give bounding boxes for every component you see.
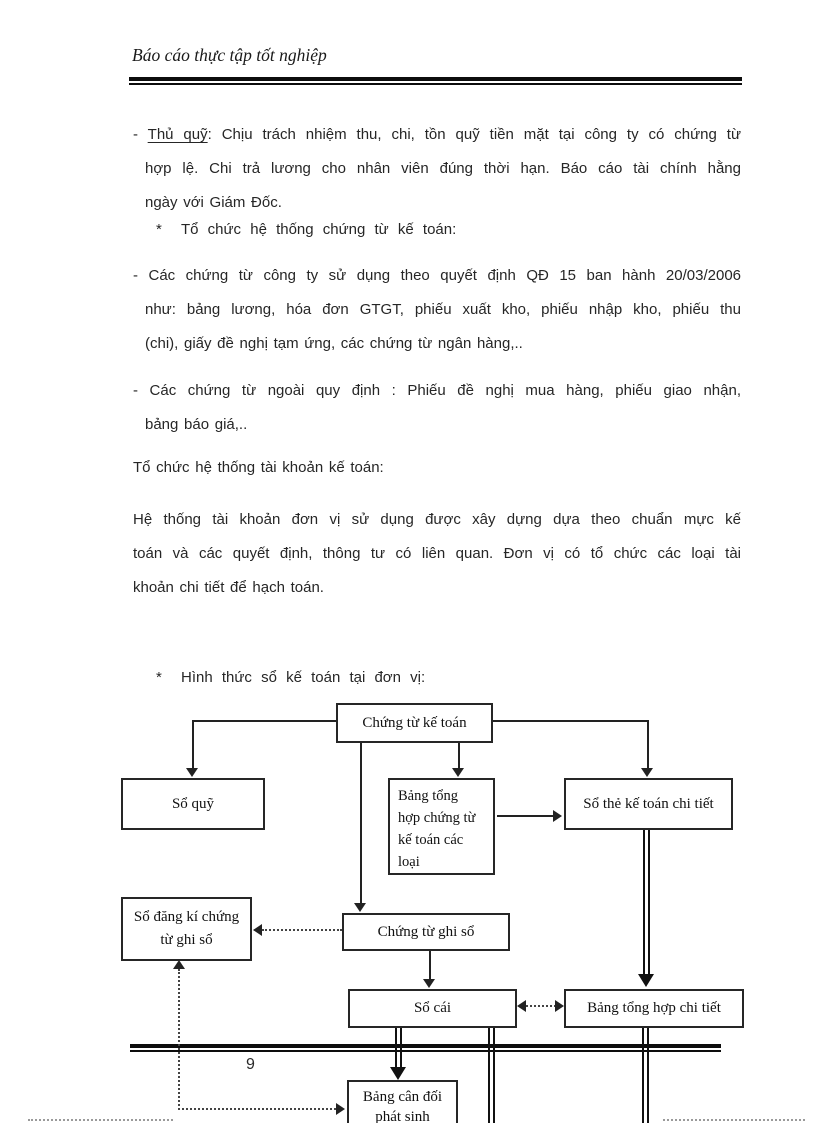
box-line: hợp chứng từ <box>398 810 476 826</box>
asterisk-marker: * <box>156 669 162 686</box>
header-rule-thin <box>129 83 742 85</box>
box-line: Bảng tổng <box>398 788 459 804</box>
paragraph-line: bảng báo giá,.. <box>145 416 248 433</box>
paragraph-line <box>133 118 741 152</box>
connector-line <box>497 815 554 817</box>
flowchart-box-so-dang-ki <box>121 897 252 961</box>
margin-dotted-line <box>663 1119 805 1121</box>
box-line: từ ghi sổ <box>160 932 213 948</box>
paragraph-line: như: bảng lương, hóa đơn GTGT, phiếu xuất kho, phiếu nhập kho, phiếu thu <box>145 301 741 318</box>
flowchart-box-chung-tu-ke-toan: Chứng từ kế toán <box>336 703 493 743</box>
box-line: kế toán các <box>398 832 464 848</box>
asterisk-marker: * <box>156 221 162 238</box>
paragraph-line: toán và các quyết định, thông tư có liên quan. Đơn vị có tổ chức các loại tài <box>133 545 741 562</box>
arrowhead-down-icon <box>354 903 366 912</box>
arrowhead-right-icon <box>553 810 562 822</box>
arrowhead-down-icon <box>186 768 198 777</box>
arrowhead-down-icon <box>423 979 435 988</box>
dotted-connector <box>526 1005 556 1007</box>
dotted-connector <box>178 969 180 1110</box>
box-line: loại <box>398 854 420 870</box>
double-connector <box>642 1028 649 1123</box>
line-text: : Chịu trách nhiệm thu, chi, tồn quỹ tiền mặt tại công ty có chứng từ <box>207 126 741 143</box>
box-line: phát sinh <box>375 1109 430 1123</box>
connector-line <box>360 743 362 904</box>
paragraph-line: - Các chứng từ công ty sử dụng theo quyết định QĐ 15 ban hành 20/03/2006 <box>133 267 741 284</box>
connector-line <box>192 720 194 768</box>
flowchart-box-bang-tong-hop-chung-tu <box>388 778 495 875</box>
double-connector <box>395 1028 402 1068</box>
arrowhead-down-icon <box>638 974 654 987</box>
subbullet-hinh-thuc-so <box>156 661 425 695</box>
subbullet-chung-tu <box>156 213 456 247</box>
page-number: 9 <box>246 1056 255 1073</box>
flowchart-box-bang-can-doi <box>347 1080 458 1123</box>
arrowhead-right-icon <box>336 1103 345 1115</box>
connector-line <box>458 743 460 769</box>
flowchart-box-so-the-ke-toan: Sổ thẻ kế toán chi tiết <box>564 778 733 830</box>
header-rule-thick <box>129 77 742 81</box>
double-connector <box>643 830 650 975</box>
paragraph-line: (chi), giấy đề nghị tạm ứng, các chứng từ ngân hàng,.. <box>145 335 523 352</box>
report-header-title: Báo cáo thực tập tốt nghiệp <box>132 45 327 65</box>
paragraph-to-chuc-tai-khoan <box>133 451 741 485</box>
paragraph-line: - Các chứng từ ngoài quy định : Phiếu đề nghị mua hàng, phiếu giao nhận, <box>133 382 741 399</box>
arrowhead-left-icon <box>253 924 262 936</box>
underlined-term: Thủ quỹ <box>147 126 208 143</box>
paragraph-line: hợp lệ. Chi trả lương cho nhân viên đúng thời hạn. Báo cáo tài chính hằng <box>145 160 741 177</box>
footer-rule-thin <box>130 1050 721 1052</box>
paragraph-line: ngày với Giám Đốc. <box>145 194 282 211</box>
margin-dotted-line <box>28 1119 173 1121</box>
box-line: Bảng cân đối <box>362 1089 443 1105</box>
subbullet-text: Hình thức sổ kế toán tại đơn vị: <box>181 669 426 686</box>
bullet-dash: - <box>133 126 138 143</box>
arrowhead-right-icon <box>555 1000 564 1012</box>
flowchart-box-so-cai: Sổ cái <box>348 989 517 1028</box>
flowchart-box-bang-tong-hop-chi-tiet: Bảng tổng hợp chi tiết <box>564 989 744 1028</box>
connector-line <box>491 720 649 722</box>
footer-rule-thick <box>130 1044 721 1048</box>
dotted-connector <box>178 1108 336 1110</box>
dotted-connector <box>262 929 342 931</box>
double-connector <box>488 1028 495 1123</box>
box-line: Sổ đăng kí chứng <box>133 909 240 925</box>
paragraph-line: khoản chi tiết để hạch toán. <box>133 579 324 596</box>
arrowhead-down-icon <box>452 768 464 777</box>
paragraph-quyet-dinh <box>133 259 741 361</box>
paragraph-thu-quy <box>133 118 741 220</box>
arrowhead-left-icon <box>517 1000 526 1012</box>
connector-line <box>429 951 431 980</box>
paragraph-line: Hệ thống tài khoản đơn vị sử dụng được xây dựng dựa theo chuẩn mực kế <box>133 511 741 528</box>
paragraph-ngoai-quy-dinh <box>133 374 741 442</box>
paragraph-line: Tổ chức hệ thống tài khoản kế toán: <box>133 459 384 476</box>
connector-line <box>647 720 649 768</box>
connector-line <box>193 720 338 722</box>
arrowhead-up-icon <box>173 960 185 969</box>
subbullet-text: Tổ chức hệ thống chứng từ kế toán: <box>181 221 457 238</box>
paragraph-he-thong-tai-khoan <box>133 503 741 605</box>
flowchart-box-chung-tu-ghi-so: Chứng từ ghi sổ <box>342 913 510 951</box>
flowchart-box-so-quy: Sổ quỹ <box>121 778 265 830</box>
arrowhead-down-icon <box>390 1067 406 1080</box>
arrowhead-down-icon <box>641 768 653 777</box>
